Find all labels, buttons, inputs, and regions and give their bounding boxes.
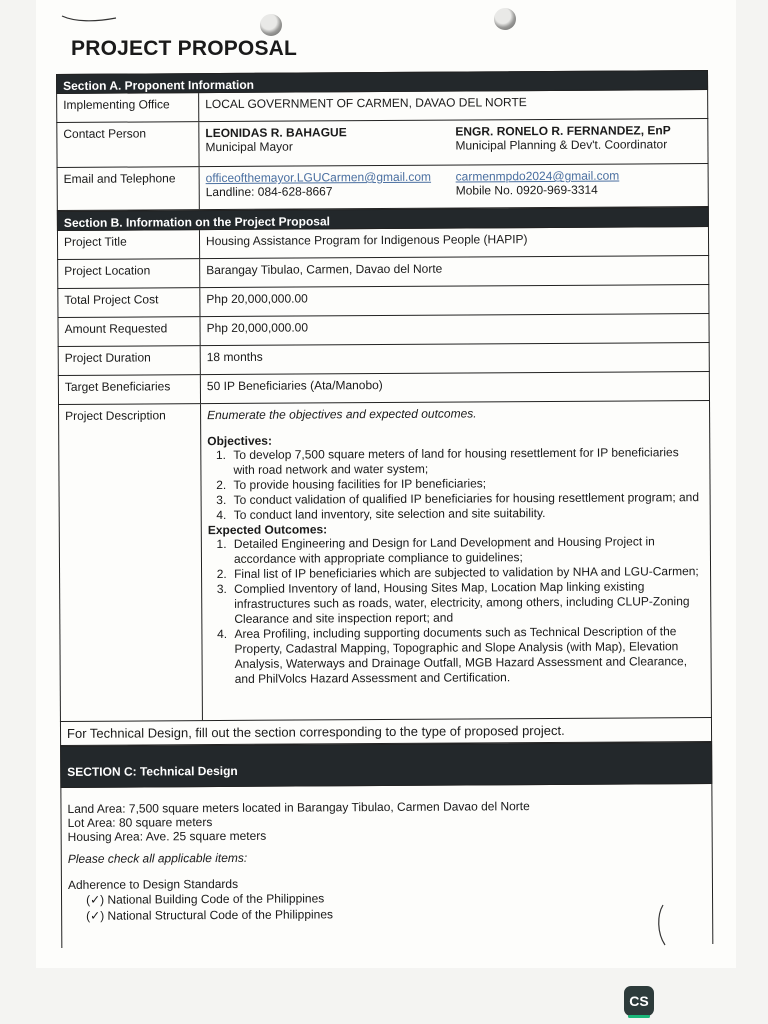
section-a-heading: Section A. Proponent Information (56, 70, 708, 94)
section-b-heading: Section B. Information on the Project Proposal (57, 207, 709, 231)
contact-person-row (56, 119, 708, 168)
description-instruction: Enumerate the objectives and expected outcomes. (207, 406, 477, 423)
technical-design-body (60, 784, 713, 948)
mpdo-email-link[interactable]: carmenmpdo2024@gmail.com (455, 168, 620, 184)
row-label: Email and Telephone (58, 167, 200, 210)
row-label: Amount Requested (58, 317, 200, 346)
lot-area-text: Lot Area: 80 square meters (67, 815, 213, 830)
row-label: Project Description (59, 404, 203, 721)
row-label: Contact Person (57, 122, 199, 167)
pen-scribble (60, 10, 120, 24)
row-value: LOCAL GOVERNMENT OF CARMEN, DAVAO DEL NORTE (205, 95, 527, 112)
row-value: Barangay Tibulao, Carmen, Davao del Norte (206, 261, 443, 278)
building-code-check[interactable]: (✓) National Building Code of the Philippines (86, 891, 325, 907)
objective-item: 4. To conduct land inventory, site selection and site suitability. (230, 505, 704, 523)
project-location-row (57, 256, 709, 289)
row-label: Project Title (58, 230, 200, 259)
row-label: Total Project Cost (58, 288, 200, 317)
page-title: PROJECT PROPOSAL (71, 37, 298, 60)
objectives-heading: Objectives: (207, 433, 272, 449)
row-value: 18 months (206, 349, 263, 365)
housing-area-text: Housing Area: Ave. 25 square meters (67, 828, 267, 844)
check-instruction: Please check all applicable items: (67, 850, 248, 866)
pen-mark (655, 903, 667, 947)
objective-item: 2. To provide housing facilities for IP beneficiaries; (229, 475, 703, 493)
camscanner-badge: CS (624, 986, 654, 1016)
landline-number: Landline: 084-628-8667 (205, 184, 333, 200)
project-title-row (57, 227, 709, 260)
mayor-name: LEONIDAS R. BAHAGUE (205, 125, 347, 141)
structural-code-check[interactable]: (✓) National Structural Code of the Philippines (86, 907, 334, 923)
technical-design-note: For Technical Design, fill out the section corresponding to the type of proposed project. (60, 718, 712, 746)
coordinator-name: ENGR. RONELO R. FERNANDEZ, EnP (455, 123, 671, 139)
project-duration-row (58, 343, 710, 376)
objectives-list (207, 445, 703, 523)
row-label: Implementing Office (57, 93, 199, 122)
section-c-heading: SECTION C: Technical Design (60, 742, 712, 788)
outcome-item: 1. Detailed Engineering and Design for Land Development and Housing Project in accordance with appropriate compliance to guidelines; (230, 534, 704, 567)
email-telephone-row (57, 164, 709, 211)
row-value: Housing Assistance Program for Indigenous People (HAPIP) (205, 232, 528, 249)
row-value: Php 20,000,000.00 (206, 291, 308, 307)
mobile-number: Mobile No. 0920-969-3314 (455, 182, 598, 198)
row-label: Target Beneficiaries (59, 375, 201, 404)
mayor-email-link[interactable]: officeofthemayor.LGUCarmen@gmail.com (205, 169, 432, 186)
total-cost-row (57, 285, 709, 318)
target-beneficiaries-row (58, 372, 710, 405)
row-value: Php 20,000,000.00 (206, 320, 309, 336)
implementing-office-row (56, 90, 708, 123)
row-label: Project Duration (59, 346, 201, 375)
amount-requested-row (57, 314, 709, 347)
row-label: Project Location (58, 259, 200, 288)
outcomes-list (208, 534, 705, 687)
outcomes-heading: Expected Outcomes: (207, 522, 328, 538)
objective-item: 3. To conduct validation of qualified IP beneficiaries for housing resettlement program; and (230, 490, 704, 508)
punch-hole (260, 14, 282, 36)
coordinator-title: Municipal Planning & Dev't. Coordinator (455, 137, 668, 153)
punch-hole (494, 8, 516, 30)
land-area-text: Land Area: 7,500 square meters located in Barangay Tibulao, Carmen Davao del Norte (67, 799, 530, 816)
objective-item: 1. To develop 7,500 square meters of land for housing resettlement for IP beneficiaries with road network and water system; (229, 445, 703, 478)
mayor-title: Municipal Mayor (205, 139, 293, 155)
row-value: 50 IP Beneficiaries (Ata/Manobo) (206, 378, 383, 394)
outcome-item: 4. Area Profiling, including supporting documents such as Technical Description of the Property, Cadastral Mapping, Topographic and Slope Analysis (with Map), Elevation Analysis, Waterways and Drainage Outfall, MGB Hazard Assessment and Clearance, and PhilVolcs Hazard Assessment and Certification. (230, 624, 704, 687)
outcome-item: 3. Complied Inventory of land, Housing Sites Map, Location Map linking existing infrastructures such as roads, water, electricity, among others, including CLUP-Zoning Clearance and site inspection report; and (230, 579, 704, 627)
project-description-row (58, 401, 712, 722)
design-standards-heading: Adherence to Design Standards (67, 876, 239, 892)
proposal-form (56, 70, 713, 948)
outcome-item: 2. Final list of IP beneficiaries which are subjected to validation by NHA and LGU-Carmen; (230, 564, 704, 582)
